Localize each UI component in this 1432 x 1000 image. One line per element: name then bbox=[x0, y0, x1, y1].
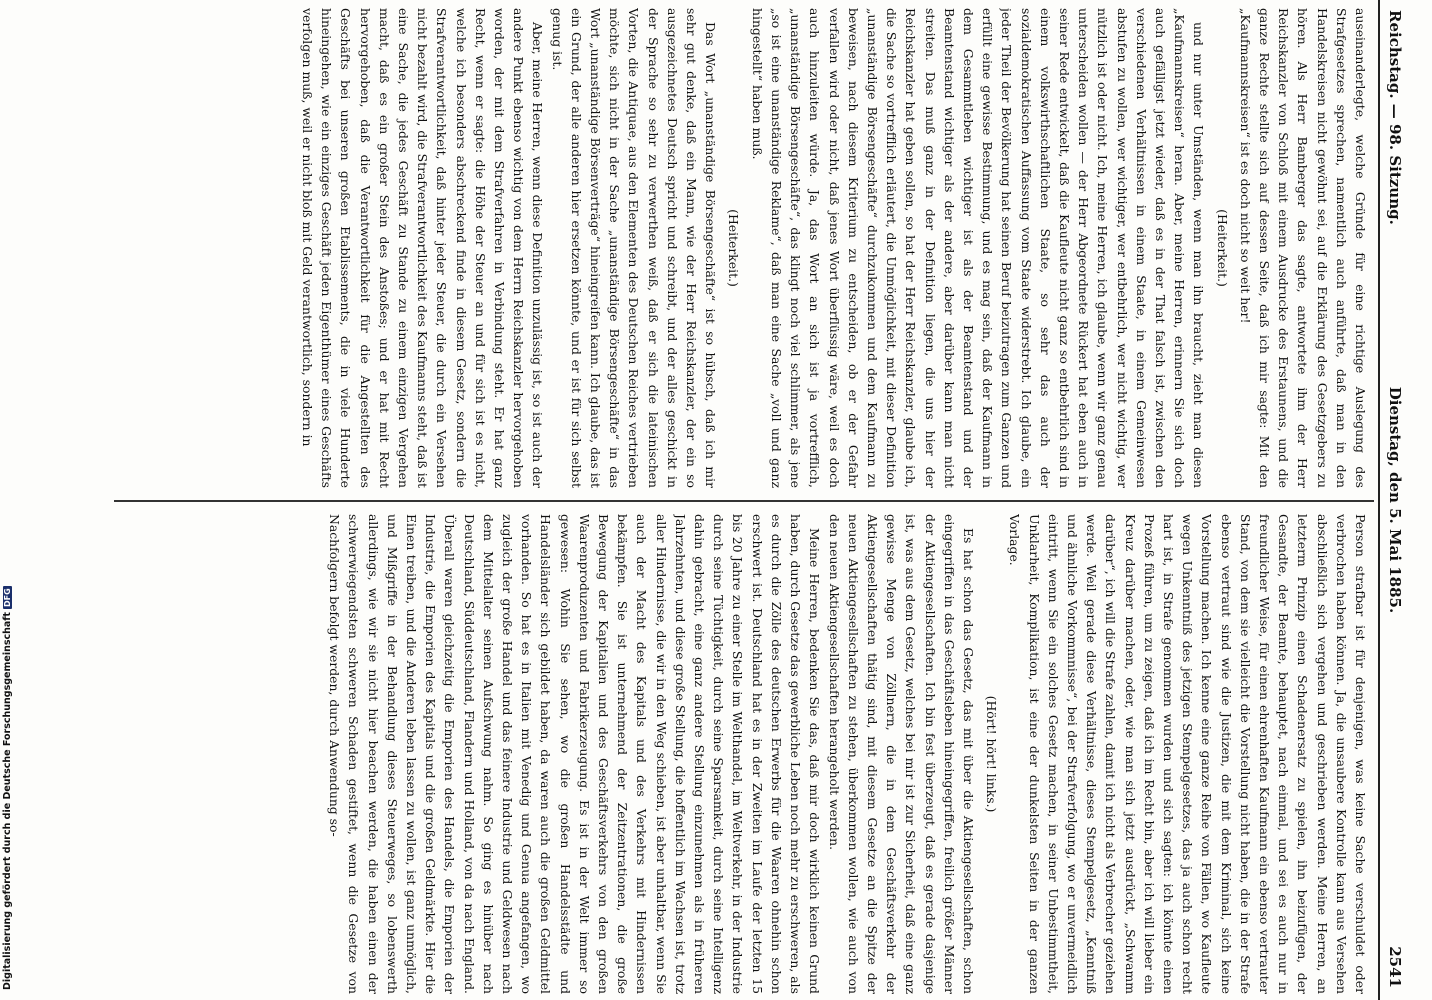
paragraph: und nur unter Umständen, wenn man ihn braucht, zieht man diesen „Kaufmannskreisen“ heran. Aber, meine Herren, erinnern Sie sich doch auch gefälligst jetzt wieder, daß es in der That falsch ist, zwischen den verschiedenen Verhältnissen in einem Staate, in einem Gemeinwesen abstufen zu wollen, wer wichtiger, wer entbehrlich, wer nicht wichtig, wer nützlich ist oder nicht. Ich, meine Herren, ich glaube, wenn wir ganz genau unterscheiden wollen — der Herr Abgeordnete Rückert hat eben auch in seiner Rede entwickelt, daß die Kaufleute nicht ganz so entbehrlich sind in einem volkswirthschaftlichen Staate, so sehr das auch der sozialdemokratischen Auffassung vom Staate widerstrebt. Ich glaube, ein jeder Theil der Bevölkerung hat seinen Beruf beizutragen zum Ganzen und erfüllt eine gewisse Bestimmung, und es mag sein, daß der Kaufmann in dem Gesammtleben wichtiger ist als der Beamtenstand und der Beamtenstand wichtiger als der andere, aber darüber kann man nicht streiten. Das muß ganz in der Definition liegen, die uns hier der Reichskanzler hat geben sollen, so hat der Herr Reichskanzler, glaube ich, die Sache so vortrefflich erläutert, die Unmöglichkeit, mit dieser Definition „unanständige Börsengeschäfte“ durchzukommen und dem Kaufmann zu beweisen, nach diesem Kriterium zu entscheiden, ob er der Gefahr verfallen wird oder nicht, daß jenes Wort überflüssig wäre, weil es doch auch hinzuleiten würde. Ja, das Wort an sich ist ja vortrefflich, „unanständige Börsengeschäfte“, das klingt noch viel schlimmer, als jene „so ist eine unanständige Reklame“, daß man eine Sache „voll und ganz hingestellt“ haben muß. bbox=[749, 8, 1207, 488]
credit-text: Digitalisierung gefördert durch die Deutsche Forschungsgemeinschaft bbox=[2, 612, 13, 990]
digitization-strip bbox=[0, 0, 16, 1000]
paragraph: Das Wort „unanständige Börsengeschäfte“ ist so hübsch, daß ich mir sehr gut denke, daß ein Mann, wie der Herr Reichskanzler, der ein so ausgezeichnetes Deutsch spricht und schreibt, und der alles geschickt in der Sprache so sehr zu verwerthen weiß, daß er sich die lateinischen Vorten, die Antiquae, aus den Elementen des Deutschen Reiches vertrieben möchte, sich nicht in der Sache „unanständige Börsengeschäfte“ in das Wort „unanständige Börsenverträge“ hineingreifen kann. Ich glaube, das ist ein Grund, der alle anderen hier ersetzen könnte, und er ist für sich selbst genug ist. bbox=[549, 8, 719, 488]
paragraph: auseinanderlegte, welche Gründe für eine richtige Auslegung des Strafgesetzes sprechen, namentlich auch anführte, daß man in den Handelskreisen nicht gewöhnt sei, auf die Erklärung des Gesetzgebers zu hören. Als Herr Bamberger das sagte, antwortete ihm der Herr Reichskanzler von Schloß mit einem Ausdrucke des Erstaunens, und die ganze Rechte stellte sich auf dessen Seite, daß ich mir sagte: Mit den „Kaufmannskreisen“ ist es doch nicht so weit her! bbox=[1237, 8, 1368, 488]
left-column bbox=[120, 8, 1370, 488]
page-header bbox=[1382, 0, 1408, 1000]
dfg-logo: DFG bbox=[3, 588, 12, 608]
right-column bbox=[120, 514, 1370, 994]
header-page-number: 2541 bbox=[1386, 946, 1404, 988]
paragraph: Aber, meine Herren, wenn diese Definition unzulässig ist, so ist auch der andere Punkt ebenso wichtig von dem Herrn Reichskanzler hervorgehoben worden, der mit dem Strafverfahren in Verbindung steht. Er hat ganz Recht, wenn er sagte: die Höhe der Steuer an und für sich ist es nicht, welche ich besonders abschreckend finde in diesem Gesetz, sondern die Strafverantwortlichkeit, daß hinter jeder Steuer, die durch ein Versehen nicht bezahlt wird, die Strafverantwortlichkeit des Kaufmanns steht, daß ist eine Sache, die jedes Geschäft zu Stande zu einem einzigen Vergehen macht, daß es ein großer Stein des Anstoßes; und er hat mit Recht hervorgehoben, daß die Verantwortlichkeit für die Angestellten des Geschäfts bei unseren großen Etablissements, die in viele Hunderte hineingehen, wie ein einziges Geschäft jeden Eigenthümer eines Geschäfts verfolgen muß, weil er nicht bloß mit Geld verantwortlich, sondern in bbox=[300, 8, 546, 488]
digitization-credit bbox=[2, 586, 13, 990]
rotated-page-content bbox=[106, 0, 1416, 1000]
paragraph: (Heiterkeit.) bbox=[1214, 209, 1230, 287]
paragraph: Meine Herren, bedenken Sie das, daß mir doch wirklich keinen Grund haben, durch Gesetze das gewerbliche Leben noch mehr zu erschweren, als es durch die Zölle des deutschen Erwerbs für die Waaren ohnehin schon erschwert ist. Deutschland hat es in der Zweiten im Laufe der letzten 15 bis 20 Jahre zu einer Stelle im Welthandel, im Weltverkehr, in der Industrie durch seine Tüchtigkeit, durch seine Sparsamkeit, durch seine Intelligenz dahin gebracht, eine ganz andere Stellung einzunehmen als in früheren Jahrzehnten, und diese große Stellung, die hoffentlich im Wachsen ist, trotz aller Hindernisse, die wir in den Weg schieben, ist aber unhaltbar, wenn Sie auch der Macht des Kapitals und des Verkehrs mit Hindernissen bekämpfen. Sie ist unternehmend der Zeitzentrationen, die große Bewegung der Kapitalien und des Geschäftsverkehrs von den großen Waarenproduzenten und Fabrikerzeugung. Es ist in der Welt immer so gewesen: Wohin Sie sehen, wo die großen Handelsstädte und Handelsländer sich gebildet haben, da waren auch die großen Geldmittel vorhanden. So hat es in Italien mit Venedig und Genua angefangen, wo zugleich der große Handel und das feinere Industrie und Geldwesen nach dem Mittelalter seinen Aufschwung nahm. So ging es hinüber nach Deutschland, Süddeutschland, Flandern und Holland, von da nach England. Überall waren gleichzeitig die Emporien des Handels, die Emporien der Industrie, die Emporien des Kapitals und die großen Geldmärkte. Hier die Einen treiben, und die Anderen leben lassen zu wollen, ist ganz unmöglich, und Mißgriffe in der Behandlung dieses Steuerweges, so lobenswerth allerdings, wie wir sie nicht hier beachen werden, die haben einen der schwerwiegendsten schweren Schaden gestiftet, wenn die Gesetze von Nachfolgern befolgt werden, durch Anwendung so- bbox=[327, 514, 823, 994]
paragraph: (Heiterkeit.) bbox=[726, 209, 742, 287]
paragraph: Es hat schon das Gesetz, das mit über die Aktiengesellschaften, schon eingegriffen in das Geschäftsleben hineingegriffen, freilich größer Männer der Aktiengesellschaften. Ich bin fest überzeugt, daß es gerade dasjenige ist, was aus dem Gesetz, welches bei mir ist zur Sicherheit, daß eine ganz gewisse Menge von Zöllnern, die in dem Geschäftsverkehr der Aktiengesellschaften thätig sind, mit diesem Gesetze an die Spitze der neuen Aktiengesellschaften zu stehen, überkommen wollen, wie auch von den neuen Aktiengesellschaften herangeholt werden. bbox=[826, 514, 976, 994]
paragraph: (Hört! hört! links.) bbox=[984, 695, 1000, 813]
column-divider bbox=[114, 500, 1374, 502]
header-date: Dienstag, den 5. Mai 1885. bbox=[1386, 386, 1404, 614]
paragraph: Person strafbar ist für denjenigen, was keine Sache verschuldet oder verbrochen haben können. Ja, die unsaubere Kontrolle kann aus Versehen abschließlich sich vergehen und geschrieben werden. Meine Herren, an letzterm Prinzip einen Schadenersatz zu spielen, ihn beizufügen, der Gesandte, der Beamte, behauptet, nach einmal, und sei es auch nur in freundlicher Weise, für einen ehrenhaften Kaufmann ein ebenso vertrauter Stand, von dem sie vielleicht die Vorstellung nicht haben, die in der Strafe ebenso vertraut sind wie die Justizen, die mit dem Kriminal, sich keine Vorstellung machen. Ich kenne eine ganze Reihe von Fällen, wo Kaufleute wegen Unkenntniß des jetzigen Stempelgesetzes, das ja auch schon recht hart ist, in Strafe genommen wurden und sich sagten: ich könnte einen Prozeß führen, um zu zeigen, daß ich im Recht bin, aber ich will lieber ein Kreuz darüber machen, oder, wie man sich jetzt ausdrückt, „Schwamm darüber“, ich will die Strafe zahlen, damit ich nicht als Verbrecher geziehen werde. Weil gerade diese Verhältnisse, dieses Stempelgesetz, „Kenntniß und ähnliche Vorkommnisse“, bei der Strafverfolgung, wo er unvermeidlich eintritt, wenn Sie ein solches Gesetz machen, in seiner Unbestimmtheit, Unklarheit, Komplikation, ist eine der dunkelsten Seiten in der ganzen Vorlage. bbox=[1007, 514, 1368, 994]
header-rule bbox=[1378, 0, 1380, 1000]
header-session: Reichstag. — 98. Sitzung. bbox=[1386, 10, 1404, 225]
